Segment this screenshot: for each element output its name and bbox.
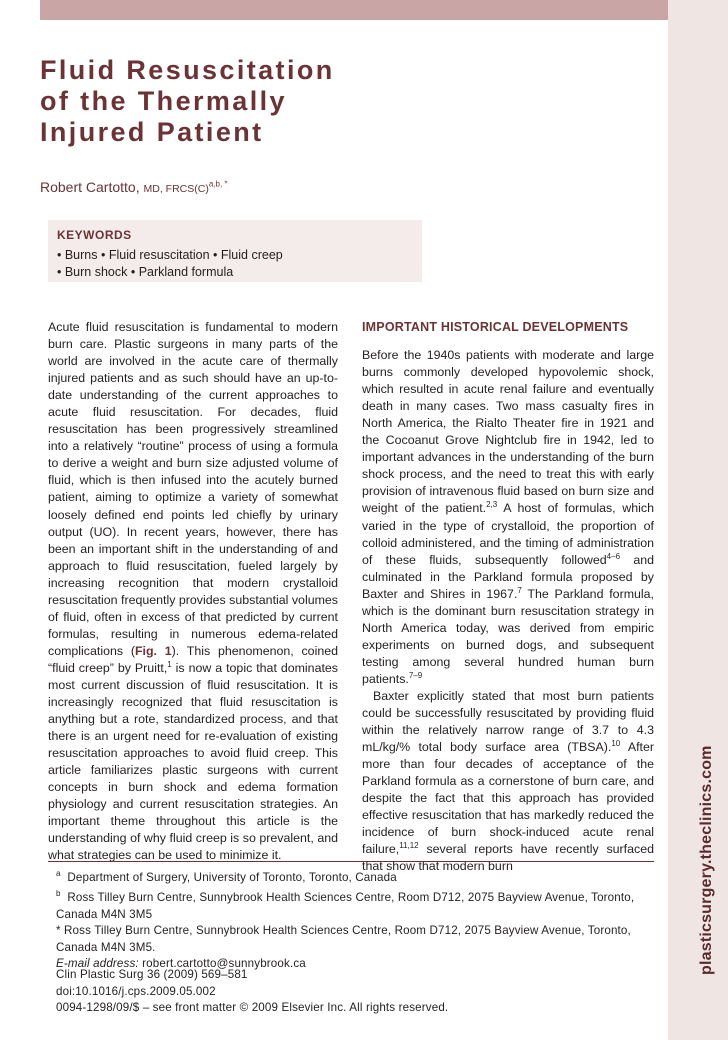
footnote-b-mark: b	[56, 889, 61, 899]
section-heading: IMPORTANT HISTORICAL DEVELOPMENTS	[362, 320, 629, 334]
footnote-corresponding: * Ross Tilley Burn Centre, Sunnybrook Health Sciences Centre, Room D712, 2075 Bayview Avenue, Toronto, Canada M4N 3M5.	[56, 924, 631, 954]
left-column	[48, 319, 338, 865]
author-affiliation-marks: a,b, *	[208, 179, 228, 189]
title-line-3: Injured Patient	[40, 117, 264, 147]
intro-paragraph	[48, 319, 338, 865]
history-text-1a: Before the 1940s patients with moderate and large burns commonly developed hypovolemic shock, which resulted in acute renal failure and eventually death in many cases. Two mass casualty fires in North America, the Rialto Theater fire in 1921 and the Cocoanut Grove Nightclub fire in 1942, led to important advances in the understanding of the burn shock process, and the need to treat this with early provision of intravenous fluid based on burn size and weight of the patient.	[362, 348, 654, 516]
history-text-2a: Baxter explicitly stated that most burn patients could be successfully resuscitated by providing fluid within the relatively narrow range of 3.7 to 4.3 mL/kg/% total body surface area (TBSA).	[362, 688, 654, 755]
history-text-1d: The Parkland formula, which is the dominant burn resuscitation strategy in North America today, was derived from empiric experiments on burned dogs, and subsequent testing among several hundred human burn patients.	[362, 586, 655, 686]
title-line-1: Fluid Resuscitation	[40, 55, 335, 85]
reference-10-link[interactable]: 10	[611, 739, 621, 748]
history-paragraph-2	[362, 688, 654, 876]
doi[interactable]: doi:10.1016/j.cps.2009.05.002	[56, 984, 216, 998]
footnote-a	[56, 866, 654, 886]
footnote-divider	[48, 861, 654, 862]
keywords-box	[48, 220, 422, 282]
author-credentials: MD, FRCS(C)	[143, 183, 209, 195]
keywords-line-2: • Burn shock • Parkland formula	[57, 265, 234, 279]
history-paragraph-1	[362, 347, 654, 688]
footnote-b	[56, 886, 654, 923]
history-text-1b: A host of formulas, which varied in the type of crystalloid, the proportion of colloid administered, and the timing of administration of these fluids, subsequently followed	[362, 501, 654, 567]
intro-text-part-2: ). This phenomenon, coined “fluid creep” by Pruitt,	[48, 643, 338, 675]
journal-citation: Clin Plastic Surg 36 (2009) 569–581	[56, 968, 248, 981]
keywords-heading: KEYWORDS	[57, 228, 132, 242]
journal-url: plasticsurgery.theclinics.com	[698, 745, 715, 975]
footnote-a-mark: a	[56, 869, 61, 878]
figure-1-link[interactable]: Fig. 1	[134, 643, 172, 658]
email-link[interactable]: robert.cartotto@sunnybrook.ca	[142, 957, 306, 971]
top-color-band	[40, 0, 668, 20]
right-column	[362, 319, 654, 876]
email-label: E-mail address:	[56, 957, 139, 971]
author-name: Robert Cartotto,	[40, 179, 140, 195]
footnote-b-text: Ross Tilley Burn Centre, Sunnybrook Health Sciences Centre, Room D712, 2075 Bayview Avenue, Toronto, Canada M4N 3M5	[56, 891, 635, 921]
history-text-2b: After more than four decades of acceptance of the Parkland formula as a cornerstone of burn care, and despite the fact that this approach has provided effective resuscitation that has markedly reduced the incidence of burn shock-induced acute renal failure,	[362, 740, 654, 857]
reference-1-link[interactable]: 1	[167, 659, 172, 669]
reference-2-3-link[interactable]: 2,3	[486, 500, 498, 510]
reference-7-link[interactable]: 7	[517, 585, 522, 595]
reference-4-6-link[interactable]: 4–6	[606, 551, 621, 561]
footnote-a-text: Department of Surgery, University of Toronto, Toronto, Canada	[67, 870, 397, 884]
article-title	[40, 55, 660, 148]
citation-block	[56, 967, 448, 1017]
intro-text-part-3: is now a topic that dominates most current discussion of fluid resuscitation. It is increasingly recognized that fluid resuscitation is anything but a rote, standardized process, and that there is an urgent need for re-evaluation of existing resuscitation approaches to avoid fluid creep. This article familiarizes plastic surgeons with current concepts in burn shock and edema formation physiology and current resuscitation strategies. An important theme throughout this article is the understanding of why fluid creep is so prevalent, and what strategies can be used to minimize it.	[48, 660, 338, 863]
title-line-2: of the Thermally	[40, 86, 287, 116]
history-text-2c: several reports have recently surfaced that show that modern burn	[362, 842, 654, 874]
affiliation-footnotes	[56, 866, 654, 973]
reference-7-9-link[interactable]: 7–9	[408, 670, 423, 680]
intro-text-part-1: Acute fluid resuscitation is fundamental to modern burn care. Plastic surgeons in many parts of the world are involved in the acute care of thermally injured patients and as such should have an up-to-date understanding of the current approaches to acute fluid resuscitation. For decades, fluid resuscitation has been progressively streamlined into a relatively “routine” process of using a formula to derive a weight and burn size adjusted volume of fluid, which is then infused into the acutely burned patient, aiming to optimize a variety of somewhat loosely defined end points led chiefly by urinary output (UO). In recent years, however, there has been an important shift in the understanding of and approach to fluid resuscitation, fueled largely by increasing recognition that modern crystalloid resuscitation frequently provides substantial volumes of fluid, often in excess of that predicted by current formulas, resulting in numerous edema-related complications (	[48, 320, 338, 658]
reference-11-12-link[interactable]: 11,12	[399, 841, 419, 851]
history-text-1c: and culminated in the Parkland formula proposed by Baxter and Shires in 1967.	[362, 552, 654, 601]
keywords-line-1: • Burns • Fluid resuscitation • Fluid creep	[57, 248, 283, 262]
copyright: 0094-1298/09/$ – see front matter © 2009 Elsevier Inc. All rights reserved.	[56, 1001, 449, 1014]
author-line	[40, 179, 228, 195]
